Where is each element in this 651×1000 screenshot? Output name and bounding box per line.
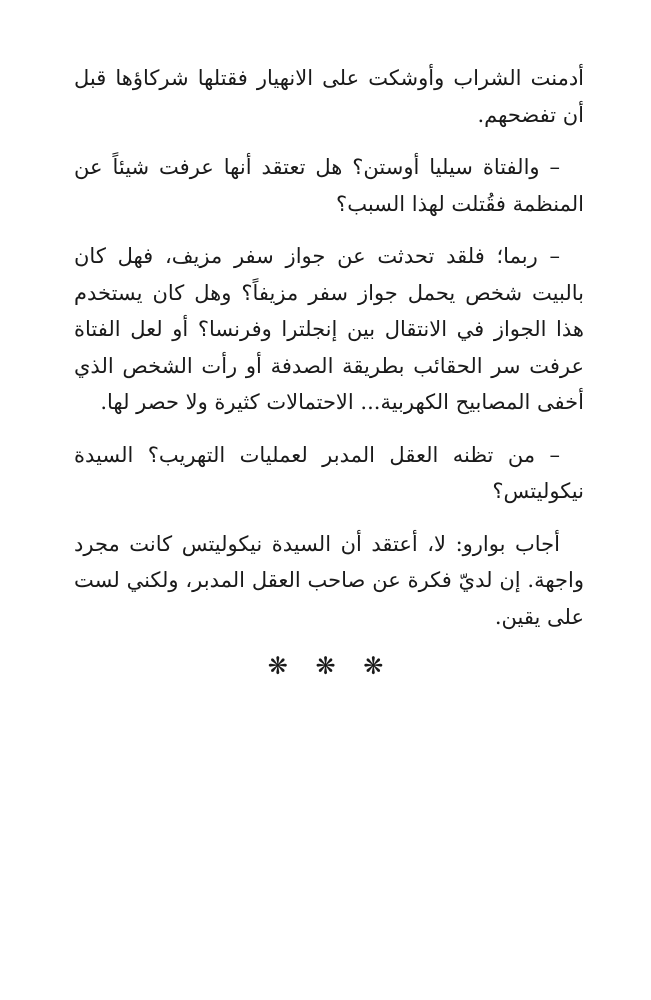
paragraph-dialogue-answer: – ربما؛ فلقد تحدثت عن جواز سفر مزيف، فهل كان بالبيت شخص يحمل جواز سفر مزيفاً؟ وهل كان يستخدم هذا الجواز في الانتقال بين إنجلترا وفرنسا؟ أو لعل الفتاة عرفت سر الحقائب بطريقة الصدفة أو رأت الشخص الذي أخفى المصابيح الكهربية... الاحتمالات كثيرة ولا حصر لها. [74,244,584,414]
paragraph-dialogue-question-2: – من تظنه العقل المدبر لعمليات التهريب؟ السيدة نيكوليتس؟ [74,442,584,503]
paragraph-continuation: أدمنت الشراب وأوشكت على الانهيار فقتلها شركاؤها قبل أن تفضحهم. [74,66,584,127]
body-text [74,60,584,651]
asterism-mark: ❋ [315,652,336,680]
asterism-mark: ❋ [363,652,384,680]
paragraph-dialogue-question: – والفتاة سيليا أوستن؟ هل تعتقد أنها عرفت شيئاً عن المنظمة فقُتلت لهذا السبب؟ [74,155,584,216]
paragraph-poirot-reply: أجاب بوارو: لا، أعتقد أن السيدة نيكوليتس كانت مجرد واجهة. إن لديّ فكرة عن صاحب العقل المدبر، ولكني لست على يقين. [74,531,584,629]
asterism-mark: ❋ [267,652,288,680]
section-separator [0,652,651,680]
